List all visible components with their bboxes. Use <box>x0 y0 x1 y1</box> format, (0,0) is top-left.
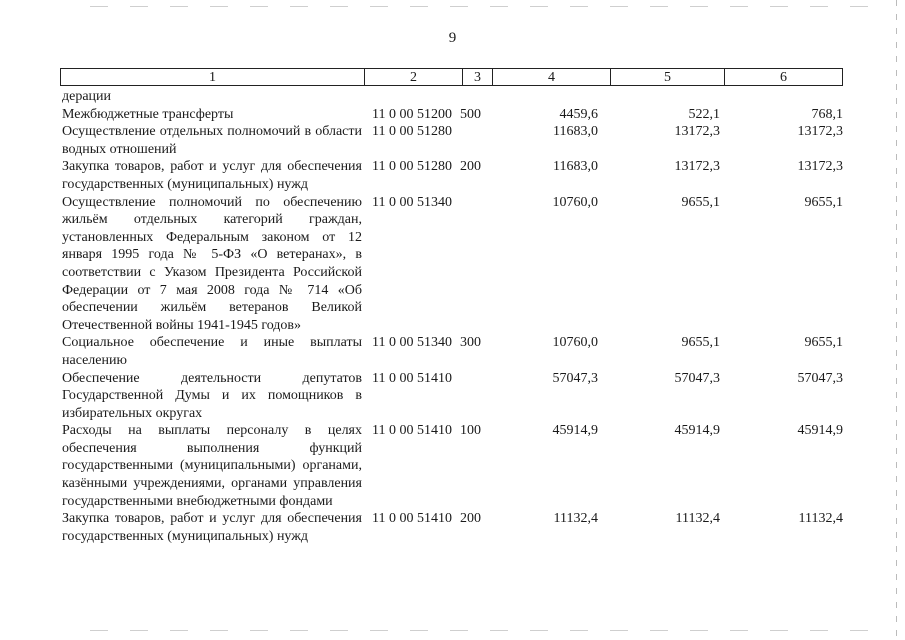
table-body <box>62 88 843 545</box>
row-name: Межбюджетные трансферты <box>62 106 234 122</box>
row-value-2: 57047,3 <box>674 370 720 386</box>
row-value-1: 57047,3 <box>552 370 598 386</box>
row-type <box>454 194 494 335</box>
table-row <box>62 370 843 423</box>
row-value-1: 10760,0 <box>552 194 598 210</box>
row-value-3: 57047,3 <box>797 370 843 386</box>
row-value-1: 11683,0 <box>553 124 598 140</box>
row-type <box>454 370 494 423</box>
page-number: 9 <box>448 30 457 46</box>
row-value-2: 11132,4 <box>675 511 720 527</box>
row-value-3: 13172,3 <box>797 124 843 140</box>
row-value-2: 9655,1 <box>681 335 720 351</box>
row-type: 200 <box>460 511 481 527</box>
table-header <box>60 68 843 86</box>
table-row <box>62 106 843 124</box>
header-col-2: 2 <box>365 69 463 85</box>
row-code: 11 0 00 51200 <box>372 106 452 122</box>
row-code: 11 0 00 51410 <box>372 370 452 386</box>
row-value-3: 11132,4 <box>798 511 843 527</box>
header-col-3: 3 <box>463 69 493 85</box>
row-type <box>454 88 494 106</box>
row-code <box>362 88 454 106</box>
header-col-5: 5 <box>611 69 725 85</box>
table-row <box>62 88 843 106</box>
row-type: 200 <box>460 159 481 175</box>
row-value-3: 45914,9 <box>797 423 843 439</box>
row-type: 500 <box>460 106 481 122</box>
table-row <box>62 158 843 193</box>
row-value-2: 45914,9 <box>674 423 720 439</box>
header-col-6: 6 <box>780 70 787 85</box>
row-name: Закупка товаров, работ и услуг для обеспечения государственных (муниципальных) нужд <box>62 511 362 544</box>
row-name: дерации <box>62 89 112 104</box>
row-value-2: 9655,1 <box>681 194 720 210</box>
scan-edge-line <box>896 0 897 640</box>
row-value-3: 9655,1 <box>804 335 843 351</box>
row-name: Социальное обеспечение и иные выплаты населению <box>62 335 362 368</box>
row-name: Осуществление отдельных полномочий в области водных отношений <box>62 124 362 157</box>
row-name: Расходы на выплаты персоналу в целях обеспечения выполнения функций государственными (муниципальными) органами, казёнными учреждениями, органами управления государственными внебюджетными фондами <box>62 423 362 509</box>
row-code: 11 0 00 51410 <box>372 511 452 527</box>
row-name: Обеспечение деятельности депутатов Государственной Думы и их помощников в избирательных округах <box>62 370 362 421</box>
row-value-3 <box>724 88 843 106</box>
row-value-2: 522,1 <box>688 106 720 122</box>
row-value-1: 10760,0 <box>552 335 598 351</box>
row-type: 100 <box>460 423 481 439</box>
row-code: 11 0 00 51280 <box>372 124 452 140</box>
row-value-2: 13172,3 <box>674 124 720 140</box>
row-type <box>454 123 494 158</box>
row-value-1: 11683,0 <box>553 159 598 175</box>
row-name: Закупка товаров, работ и услуг для обеспечения государственных (муниципальных) нужд <box>62 159 362 192</box>
table-row <box>62 510 843 545</box>
row-type: 300 <box>460 335 481 351</box>
table-row <box>62 123 843 158</box>
header-col-1: 1 <box>61 69 365 85</box>
scan-artifact-bottom <box>90 630 880 631</box>
row-code: 11 0 00 51410 <box>372 423 452 439</box>
row-value-1: 4459,6 <box>559 106 598 122</box>
row-value-3: 13172,3 <box>797 159 843 175</box>
row-value-1 <box>494 88 604 106</box>
row-value-3: 9655,1 <box>804 194 843 210</box>
row-value-2 <box>604 88 724 106</box>
table-row <box>62 422 843 510</box>
row-code: 11 0 00 51280 <box>372 159 452 175</box>
row-value-3: 768,1 <box>811 106 843 122</box>
row-value-2: 13172,3 <box>674 159 720 175</box>
row-value-1: 11132,4 <box>553 511 598 527</box>
row-value-1: 45914,9 <box>552 423 598 439</box>
row-code: 11 0 00 51340 <box>372 335 452 351</box>
row-code: 11 0 00 51340 <box>372 194 452 210</box>
header-col-4: 4 <box>493 69 611 85</box>
scan-artifact-top <box>90 6 880 7</box>
table-row <box>62 334 843 369</box>
row-name: Осуществление полномочий по обеспечению жильём отдельных категорий граждан, установленных Федеральным законом от 12 января 1995 года № 5-ФЗ «О ветеранах», в соответствии с Указом Президента Российской Федерации от 7 мая 2008 года № 714 «Об обеспечении жильём ветеранов Великой Отечественной войны 1941-1945 годов» <box>62 194 362 333</box>
table-row <box>62 194 843 335</box>
